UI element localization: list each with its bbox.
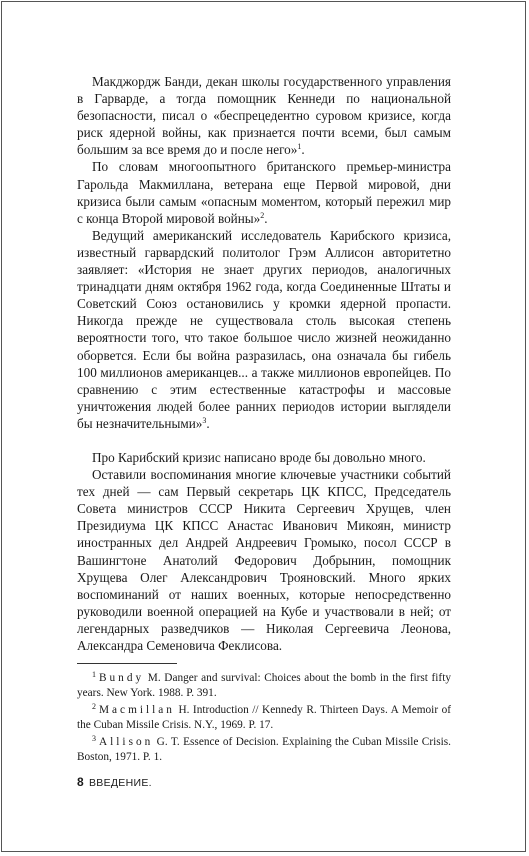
paragraph-macmillan [77,158,451,226]
footnote-1 [77,671,451,700]
footnote-text: H. Introduction // Kennedy R. Thirteen Days. A Memoir of the Cuban Missile Crisis. N.Y., 1969. P. 17. [77,704,451,731]
paragraph-text: Макджордж Банди, декан школы государственного управления в Гарварде, а тогда помощник Кеннеди по национальной безопасности, писал о «беспрецедентно суровом кризисе, когда риск ядерной войны, как признается почти всеми, был самым большим за все время до и после него» [77,74,451,158]
paragraph-tail: . [264,210,268,226]
book-page [1,1,526,852]
footnote-number: 3 [92,734,96,744]
paragraph-text: Ведущий американский исследователь Карибского кризиса, известный гарвардский политолог Грэм Аллисон авторитетно заявляет: «История не знает других периодов, аналогичных тринадцати дням октября 1962 года, когда Соединенные Штаты и Советский Союз остановились у кромки ядерной пропасти. Никогда прежде не существовала столь высокая степень вероятности того, что такое большое число жизней неожиданно оборвется. Если бы война разразилась, она означала бы гибель 100 миллионов американцев... а также миллионов европейцев. По сравнению с этим естественные катастрофы и массовые уничтожения людей более ранних периодов истории выглядели бы незначительными» [77,227,451,431]
footnote-author: Macmillan [99,704,175,717]
footnote-text: G. T. Essence of Decision. Explaining the Cuban Missile Crisis. Boston, 1971. P. 1. [77,736,451,764]
page-number: 8 [77,775,84,789]
footnote-number: 2 [92,702,96,712]
page-footer [77,775,152,789]
paragraph-tail: . [206,415,210,431]
footnote-ref: 3 [202,415,207,425]
footnote-ref: 1 [297,142,302,152]
footnote-number: 1 [92,670,96,680]
page-body [77,73,451,768]
paragraph-memoirs [77,466,451,654]
paragraph-gap [77,432,451,449]
footnote-author: Allison [99,736,154,749]
paragraph-caribbean [77,449,451,466]
paragraph-bundy [77,73,451,158]
footnote-3 [77,735,451,764]
paragraph-allison [77,227,451,432]
section-title: ВВЕДЕНИЕ. [88,777,152,789]
paragraph-text: Оставили воспоминания многие ключевые участники событий тех дней — сам Первый секретарь ЦК КПСС, Председатель Совета министров СССР Никита Сергеевич Хрущев, член Президиума ЦК КПСС Анастас Иванович Микоян, министр иностранных дел Андрей Андреевич Громыко, посол СССР в Вашингтоне Анатолий Федорович Добрынин, помощник Хрущева Олег Александрович Трояновский. Много ярких воспоминаний от наших военных, которые непосредственно руководили военной операцией на Кубе и участвовали в ней; от легендарных разведчиков — Николая Сергеевича Леонова, Александра Семеновича Феклисова. [77,467,451,653]
paragraph-text: По словам многоопытного британского премьер-министра Гарольда Макмиллана, ветерана еще Первой мировой, дни кризиса были самым «опасным моментом, который пережил мир с конца Второй мировой войны» [77,159,451,226]
paragraph-text: Про Карибский кризис написано вроде бы довольно много. [92,449,426,465]
footnote-text: M. Danger and survival: Choices about the bomb in the first fifty years. New York. 1988. P. 391. [77,672,451,699]
footnote-ref: 2 [260,210,265,220]
footnote-author: Bundy [99,672,145,685]
footnote-divider [77,663,177,664]
paragraph-tail: . [301,142,305,158]
footnote-2 [77,703,451,732]
